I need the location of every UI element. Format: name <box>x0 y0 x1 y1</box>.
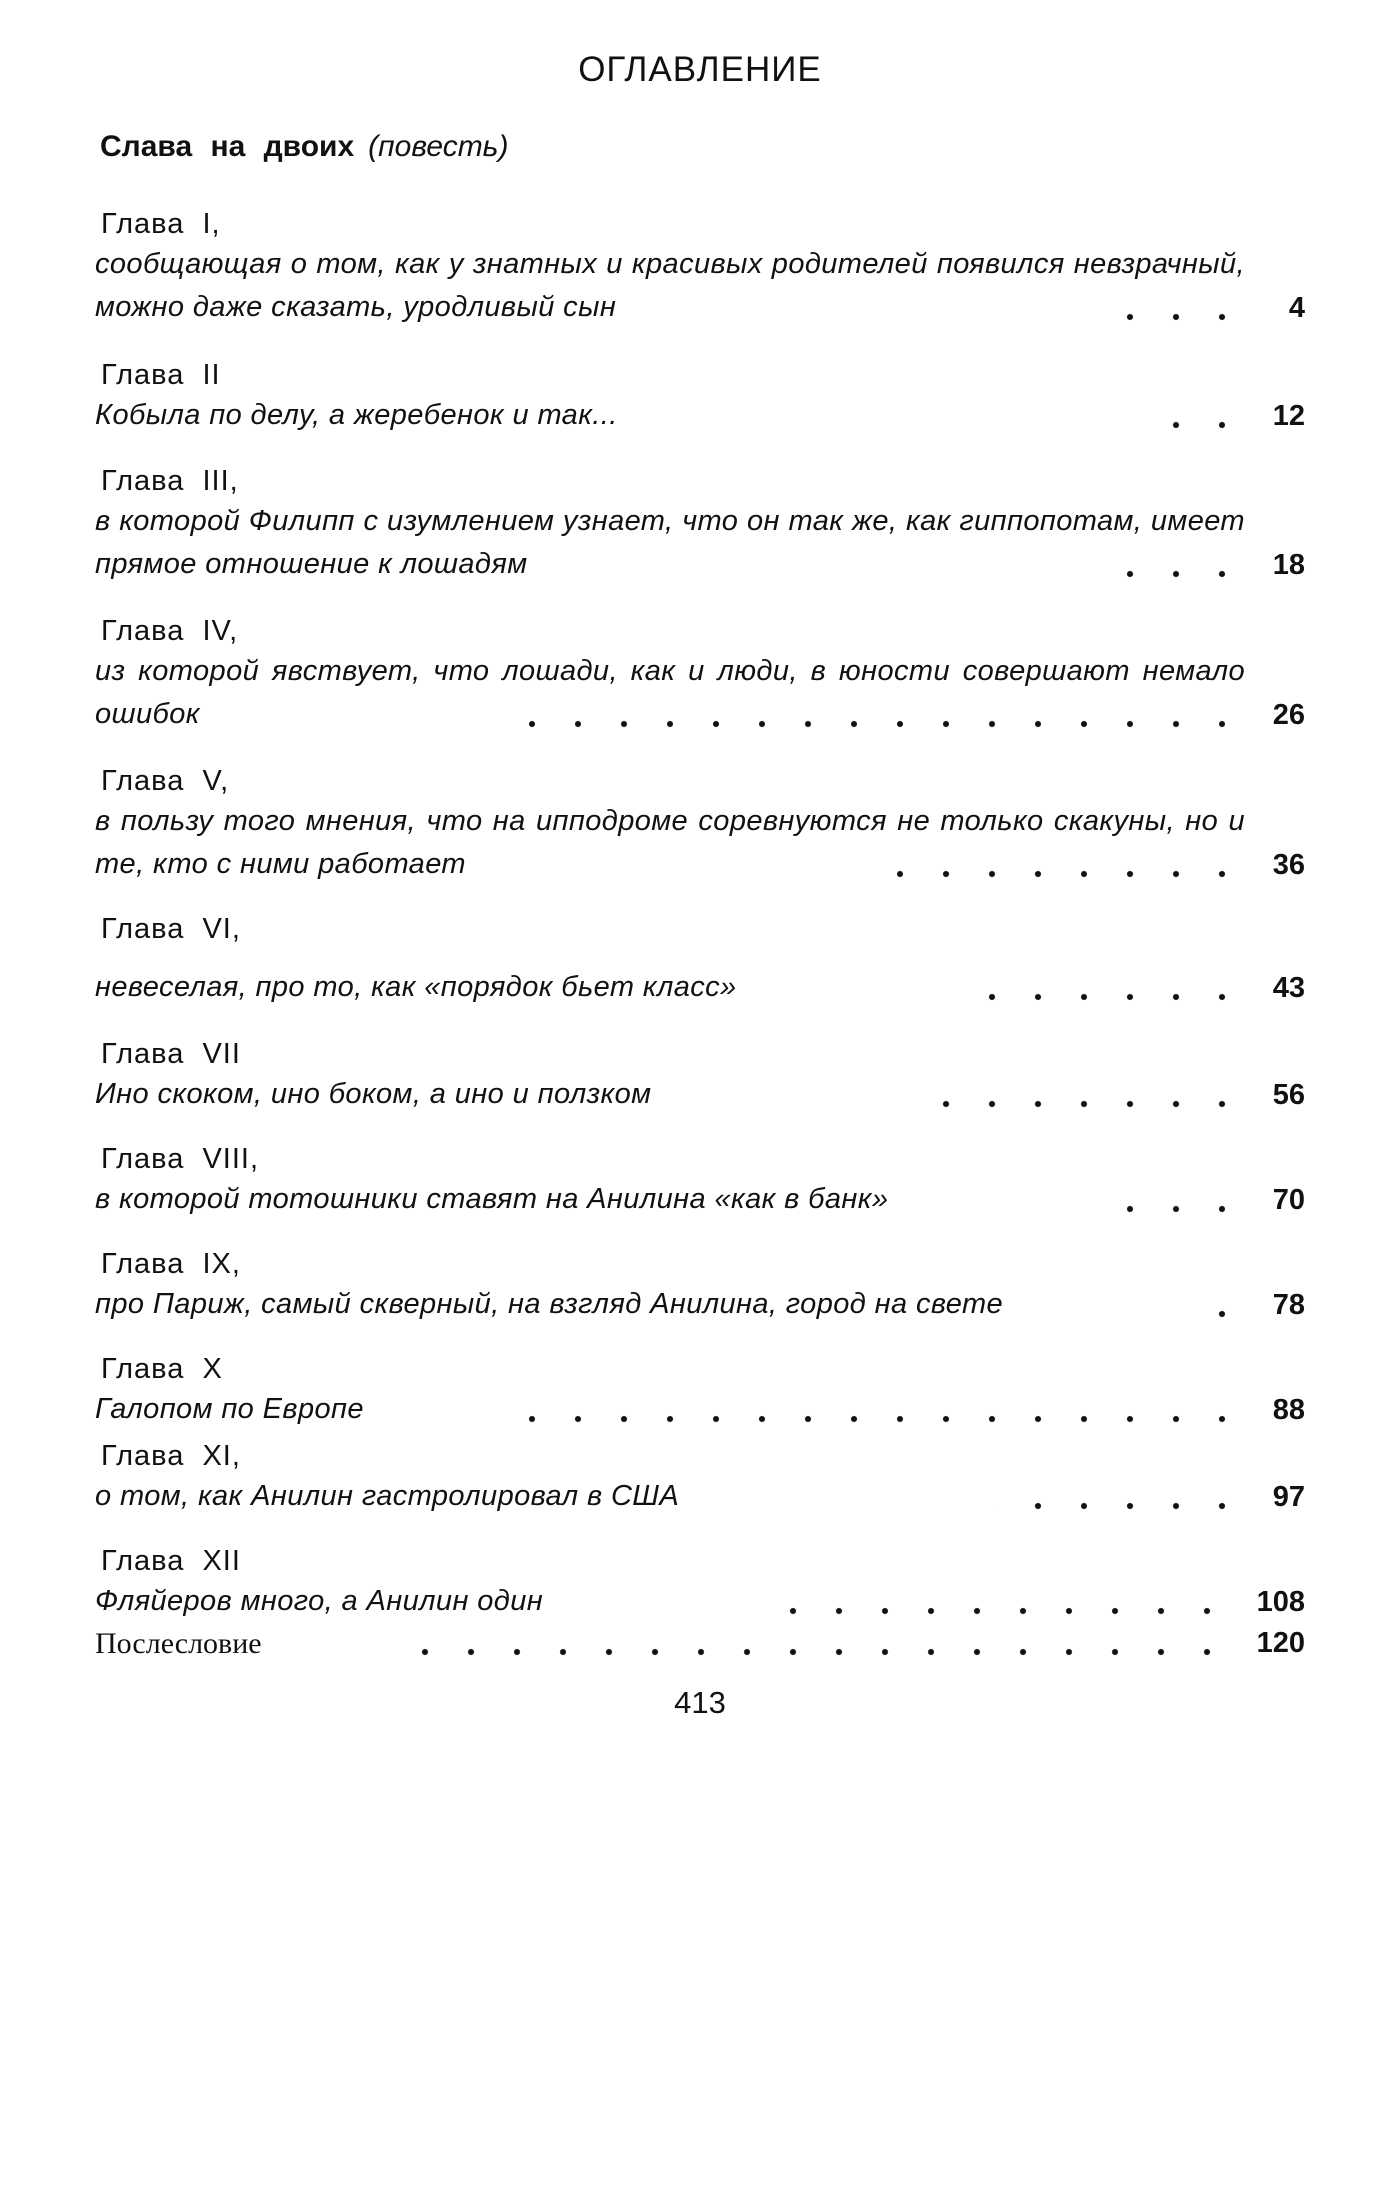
toc-entry-chapter-3[interactable] <box>95 462 1305 586</box>
toc-entry-chapter-7[interactable] <box>95 1035 1305 1116</box>
chapter-label: Глава VII <box>101 1038 241 1070</box>
chapter-label: Глава IX, <box>101 1248 241 1280</box>
page-number: 18 <box>1272 549 1305 581</box>
chapter-label: Глава IV, <box>101 615 239 647</box>
toc-entry-chapter-5[interactable] <box>95 762 1305 886</box>
chapter-label: Глава VI, <box>101 913 241 945</box>
chapter-description: Галопом по Европе <box>95 1393 364 1425</box>
chapter-description: в которой Филипп с изумлением узнает, что он так же, как гиппопотам, имеет прямое отношение к лошадям <box>95 505 1245 580</box>
page-title: ОГЛАВЛЕНИЕ <box>578 50 822 89</box>
chapter-label: Глава XI, <box>101 1440 241 1472</box>
toc-entry-chapter-11[interactable] <box>95 1437 1305 1518</box>
chapter-label: Глава I, <box>101 208 221 240</box>
chapter-description: сообщающая о том, как у знатных и красивых родителей появился невзрачный, можно даже сказать, уродливый сын <box>95 248 1245 323</box>
chapter-description: Кобыла по делу, а жеребенок и так... <box>95 399 618 431</box>
chapter-label: Глава X <box>101 1353 223 1385</box>
dot-leader <box>525 1414 1245 1424</box>
work-subtitle: (повесть) <box>368 130 509 163</box>
dot-leader <box>395 1647 1230 1657</box>
chapter-label: Глава V, <box>101 765 230 797</box>
chapter-description: про Париж, самый скверный, на взгляд Анилина, город на свете <box>95 1288 1004 1320</box>
chapter-description: невеселая, про то, как «порядок бьет класс» <box>95 971 737 1003</box>
toc-entry-chapter-9[interactable] <box>95 1245 1305 1326</box>
dot-leader <box>955 992 1245 1002</box>
page-number: 97 <box>1272 1481 1305 1513</box>
toc-entry-chapter-2[interactable] <box>95 356 1305 437</box>
chapter-description: Фляйеров много, а Анилин один <box>95 1585 544 1617</box>
page-number: 88 <box>1272 1394 1305 1426</box>
dot-leader <box>490 719 1245 729</box>
dot-leader <box>995 1501 1245 1511</box>
chapter-label: Глава VIII, <box>101 1143 260 1175</box>
toc-entry-chapter-10[interactable] <box>95 1350 1305 1431</box>
toc-entry-afterword[interactable] <box>95 1624 1305 1664</box>
page-number: 56 <box>1272 1079 1305 1111</box>
page-number: 43 <box>1272 972 1305 1004</box>
dot-leader <box>875 869 1245 879</box>
chapter-description: из которой явствует, что лошади, как и люди, в юности совершают немало ошибок <box>95 655 1245 730</box>
dot-leader <box>1095 569 1245 579</box>
chapter-description: о том, как Анилин гастролировал в США <box>95 1480 680 1512</box>
page-number: 120 <box>1256 1627 1305 1659</box>
page-number: 4 <box>1288 292 1305 324</box>
dot-leader <box>1135 420 1245 430</box>
page-number: 36 <box>1272 849 1305 881</box>
dot-leader <box>1205 1309 1245 1319</box>
chapter-description: в которой тотошники ставят на Анилина «как в банк» <box>95 1183 889 1215</box>
page-folio: 413 <box>674 1685 726 1720</box>
toc-entry-chapter-8[interactable] <box>95 1140 1305 1221</box>
toc-entry-chapter-12[interactable] <box>95 1542 1305 1623</box>
chapter-label: Глава XII <box>101 1545 241 1577</box>
chapter-label: Глава III, <box>101 465 239 497</box>
page-number: 12 <box>1272 400 1305 432</box>
toc-entry-chapter-4[interactable] <box>95 612 1305 736</box>
afterword-label: Послесловие <box>95 1627 262 1660</box>
work-title-text: Слава на двоих <box>100 130 355 163</box>
dot-leader <box>905 1099 1245 1109</box>
toc-entry-chapter-6[interactable] <box>95 910 1305 1009</box>
page-number: 26 <box>1272 699 1305 731</box>
dot-leader <box>775 1606 1230 1616</box>
dot-leader <box>1115 1204 1245 1214</box>
page-number: 70 <box>1272 1184 1305 1216</box>
toc-entry-chapter-1[interactable] <box>95 205 1305 329</box>
chapter-description: в пользу того мнения, что на ипподроме соревнуются не только скакуны, но и те, кто с ними работает <box>95 805 1245 880</box>
page-number: 108 <box>1256 1586 1305 1618</box>
chapter-description: Ино скоком, ино боком, а ино и ползком <box>95 1078 652 1110</box>
chapter-label: Глава II <box>101 359 221 391</box>
dot-leader <box>1095 312 1245 322</box>
page-number: 78 <box>1272 1289 1305 1321</box>
